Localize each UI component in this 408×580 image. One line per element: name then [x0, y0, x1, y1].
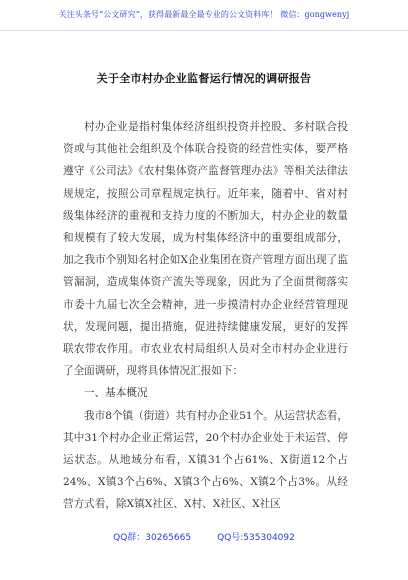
document-body	[63, 116, 348, 516]
header-promo-text: 关注头条号“公文研究”，获得最新最全最专业的公文资料库！ 微信：gongwenyj	[0, 0, 408, 31]
intro-paragraph: 村办企业是指村集体经济组织投资并控股、多村联合投资或与其他社会组织及个体联合投资的经营性实体，要严格遵守《公司法》《农村集体资产监督管理办法》等相关法律法规规定，按照公司章程规定执行。近年来，随着中、省对村级集体经济的重视和支持力度的不断加大，村办企业的数量和规模有了较大发展，成为村集体经济中的重要组成部分，加之我市个别知名村企如X企业集团在资产管理方面出现了监管漏洞，造成集体资产流失等现象，因此为了全面贯彻落实市委十九届七次全会精神，进一步摸清村办企业经营管理现状，发现问题，提出措施，促进持续健康发展，更好的发挥联农带农作用。市农业农村局组织人员对全市村办企业进行了全面调研，现将具体情况汇报如下：	[63, 121, 348, 378]
section-paragraph: 我市8个镇（街道）共有村办企业51个。从运营状态看，其中31个村办企业正常运营，20个村办企业处于未运营、停运状态。从地域分布看，X镇31个占61%、X街道12个占24%、X镇3个占6%、X镇3个占6%、X镇2个占3%。从经营方式看，除X镇X社区、X村、X社区、X社区	[63, 409, 348, 511]
footer-qq-group: QQ群：30265665	[113, 533, 192, 543]
footer-qq: QQ号:535304092	[217, 533, 295, 543]
footer-contact	[0, 530, 408, 543]
section-heading-basic-overview: 一、基本概况	[84, 387, 148, 400]
document-title: 关于全市村办企业监督运行情况的调研报告	[96, 72, 312, 85]
